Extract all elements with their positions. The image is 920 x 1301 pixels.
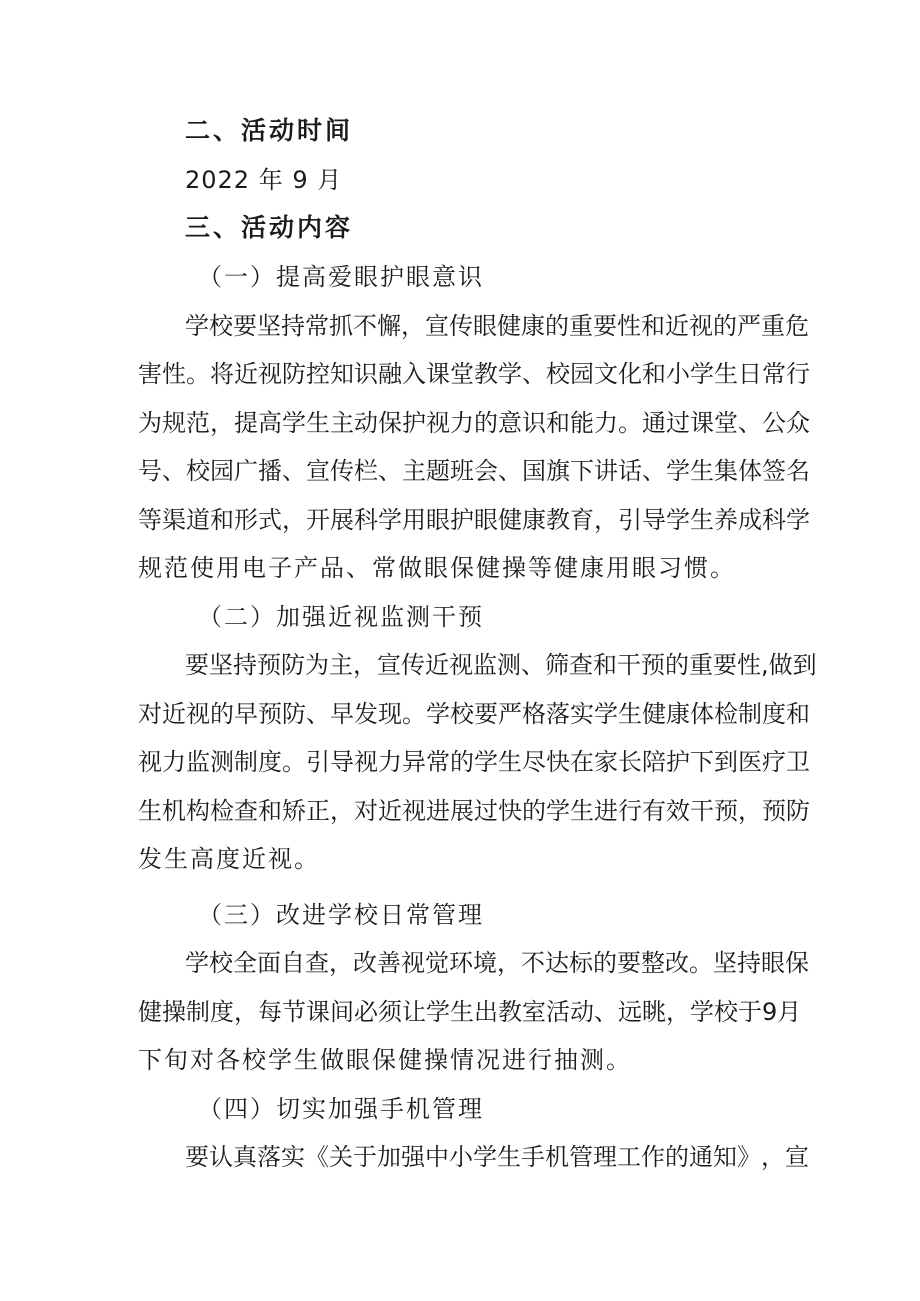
paragraph-line: 号 、 校 园 广 播 、 宣 传 栏 、 主 题 班 会 、 国 旗 下 讲 话 、 学 生 集 体 签 名 bbox=[138, 457, 810, 485]
paragraph-line: 健 操 制 度 ， 每 节 课 间 必 须 让 学 生 出 教 室 活 动 、 远 眺 ， 学 校 于 9 月 bbox=[138, 998, 802, 1026]
paragraph-line: 为 规 范 ， 提 高 学 生 主 动 保 护 视 力 的 意 识 和 能 力 。 通 过 课 堂 、 公 众 bbox=[138, 409, 810, 437]
paragraph-line: 要 认 真 落 实 《 关 于 加 强 中 小 学 生 手 机 管 理 工 作 的 通 知 》 ， 宣 bbox=[185, 1143, 809, 1171]
paragraph-line: 视 力 监 测 制 度 。 引 导 视 力 异 常 的 学 生 尽 快 在 家 长 陪 护 下 到 医 疗 卫 bbox=[138, 748, 810, 776]
section-heading-time: 二、活动时间 bbox=[185, 116, 354, 145]
subsection-title-2: （二）加强近视监测干预 bbox=[198, 603, 484, 631]
paragraph-line: 害 性 。 将 近 视 防 控 知 识 融 入 课 堂 教 学 、 校 园 文 化 和 小 学 生 日 常 行 bbox=[138, 360, 810, 388]
paragraph-line: 对 近 视 的 早 预 防 、 早 发 现 。 学 校 要 严 格 落 实 学 生 健 康 体 检 制 度 和 bbox=[138, 700, 810, 728]
paragraph-line: 发生高度近视。 bbox=[138, 845, 320, 873]
section-time-value: 2022 年 9 月 bbox=[185, 166, 343, 194]
section-heading-content: 三、活动内容 bbox=[185, 213, 354, 242]
paragraph-line: 要 坚 持 预 防 为 主 ， 宣 传 近 视 监 测 、 筛 查 和 干 预 的 重 要 性 , 做 到 bbox=[185, 651, 817, 679]
subsection-title-1: （一）提高爱眼护眼意识 bbox=[198, 263, 484, 291]
paragraph-line: 学 校 要 坚 持 常 抓 不 懈 ， 宣 传 眼 健 康 的 重 要 性 和 近 视 的 严 重 危 bbox=[185, 312, 809, 340]
subsection-title-3: （三）改进学校日常管理 bbox=[198, 901, 484, 929]
paragraph-line: 规范使用电子产品、常做眼保健操等健康用眼习惯。 bbox=[138, 554, 736, 582]
paragraph-line: 等 渠 道 和 形 式 ， 开 展 科 学 用 眼 护 眼 健 康 教 育 ， 引 导 学 生 养 成 科 学 bbox=[138, 506, 810, 534]
paragraph-line: 下旬对各校学生做眼保健操情况进行抽测。 bbox=[138, 1046, 632, 1074]
paragraph-line: 学 校 全 面 自 查 ， 改 善 视 觉 环 境 ， 不 达 标 的 要 整 改 。 坚 持 眼 保 bbox=[185, 949, 809, 977]
subsection-title-4: （四）切实加强手机管理 bbox=[198, 1095, 484, 1123]
paragraph-line: 生 机 构 检 查 和 矫 正 ， 对 近 视 进 展 过 快 的 学 生 进 行 有 效 干 预 ， 预 防 bbox=[138, 797, 810, 825]
